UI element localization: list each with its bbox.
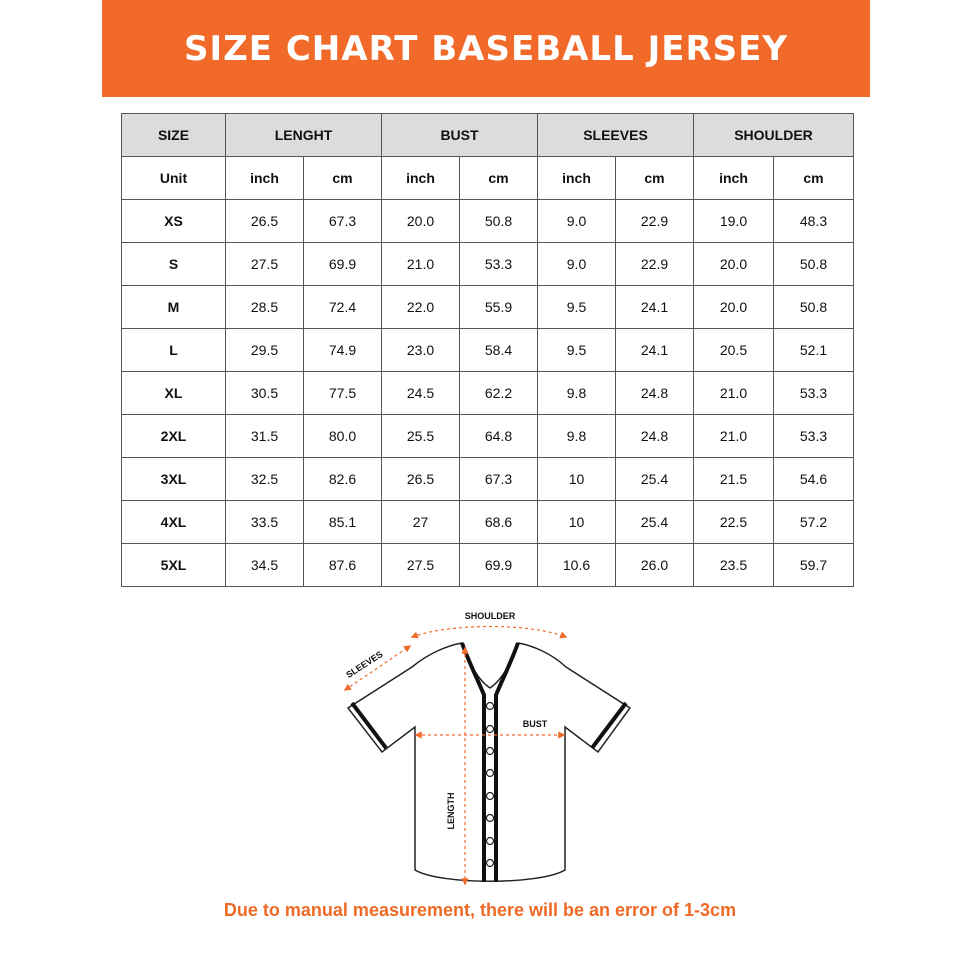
- header-size: SIZE: [122, 114, 226, 157]
- measurement-cell: 50.8: [460, 200, 538, 243]
- measurement-cell: 27.5: [382, 544, 460, 587]
- length-label: LENGTH: [446, 792, 456, 830]
- measurement-cell: 20.0: [694, 243, 774, 286]
- measurement-cell: 62.2: [460, 372, 538, 415]
- measurement-cell: 27.5: [226, 243, 304, 286]
- size-cell: M: [122, 286, 226, 329]
- measurement-cell: 27: [382, 501, 460, 544]
- size-cell: 2XL: [122, 415, 226, 458]
- measurement-cell: 25.4: [616, 458, 694, 501]
- unit-cell: inch: [538, 157, 616, 200]
- unit-cell: inch: [226, 157, 304, 200]
- measurement-cell: 68.6: [460, 501, 538, 544]
- size-cell: 5XL: [122, 544, 226, 587]
- measurement-cell: 9.8: [538, 372, 616, 415]
- size-cell: S: [122, 243, 226, 286]
- measurement-cell: 23.0: [382, 329, 460, 372]
- header-shoulder: SHOULDER: [694, 114, 854, 157]
- measurement-cell: 52.1: [774, 329, 854, 372]
- measurement-cell: 69.9: [304, 243, 382, 286]
- measurement-cell: 74.9: [304, 329, 382, 372]
- measurement-cell: 53.3: [774, 372, 854, 415]
- measurement-cell: 50.8: [774, 286, 854, 329]
- button-icon: [487, 815, 494, 822]
- shoulder-arrow: [412, 627, 566, 638]
- unit-cell: cm: [304, 157, 382, 200]
- title-banner: [102, 0, 870, 97]
- measurement-cell: 53.3: [460, 243, 538, 286]
- measurement-cell: 58.4: [460, 329, 538, 372]
- table-unit-row: [122, 157, 854, 200]
- table-row: [122, 200, 854, 243]
- measurement-cell: 10: [538, 458, 616, 501]
- unit-cell: inch: [694, 157, 774, 200]
- measurement-cell: 20.0: [382, 200, 460, 243]
- measurement-cell: 28.5: [226, 286, 304, 329]
- size-cell: 3XL: [122, 458, 226, 501]
- unit-cell: cm: [616, 157, 694, 200]
- measurement-cell: 24.1: [616, 286, 694, 329]
- measurement-note: Due to manual measurement, there will be an error of 1-3cm: [223, 900, 737, 920]
- measurement-cell: 30.5: [226, 372, 304, 415]
- measurement-cell: 26.0: [616, 544, 694, 587]
- measurement-cell: 20.5: [694, 329, 774, 372]
- measurement-cell: 29.5: [226, 329, 304, 372]
- table-row: [122, 286, 854, 329]
- measurement-cell: 9.0: [538, 200, 616, 243]
- measurement-cell: 21.0: [382, 243, 460, 286]
- jersey-outline: [348, 643, 630, 881]
- measurement-cell: 25.5: [382, 415, 460, 458]
- unit-cell: inch: [382, 157, 460, 200]
- measurement-cell: 82.6: [304, 458, 382, 501]
- unit-label: Unit: [122, 157, 226, 200]
- measurement-cell: 9.8: [538, 415, 616, 458]
- measurement-cell: 54.6: [774, 458, 854, 501]
- measurement-cell: 9.5: [538, 329, 616, 372]
- measurement-cell: 21.0: [694, 372, 774, 415]
- header-length: LENGHT: [226, 114, 382, 157]
- measurement-cell: 64.8: [460, 415, 538, 458]
- measurement-cell: 67.3: [460, 458, 538, 501]
- measurement-cell: 34.5: [226, 544, 304, 587]
- measurement-cell: 26.5: [226, 200, 304, 243]
- measurement-cell: 9.0: [538, 243, 616, 286]
- page-title: SIZE CHART BASEBALL JERSEY: [184, 28, 788, 69]
- measurement-cell: 33.5: [226, 501, 304, 544]
- measurement-cell: 57.2: [774, 501, 854, 544]
- size-cell: 4XL: [122, 501, 226, 544]
- header-sleeves: SLEEVES: [538, 114, 694, 157]
- measurement-cell: 20.0: [694, 286, 774, 329]
- table-row: [122, 329, 854, 372]
- measurement-cell: 59.7: [774, 544, 854, 587]
- bust-label: BUST: [522, 719, 548, 729]
- header-bust: BUST: [382, 114, 538, 157]
- measurement-cell: 67.3: [304, 200, 382, 243]
- button-icon: [487, 726, 494, 733]
- measurement-cell: 80.0: [304, 415, 382, 458]
- measurement-cell: 22.9: [616, 200, 694, 243]
- measurement-cell: 26.5: [382, 458, 460, 501]
- button-icon: [487, 838, 494, 845]
- measurement-cell: 22.5: [694, 501, 774, 544]
- button-icon: [487, 770, 494, 777]
- measurement-cell: 24.8: [616, 372, 694, 415]
- table-row: [122, 544, 854, 587]
- size-table: [121, 113, 854, 587]
- measurement-cell: 24.8: [616, 415, 694, 458]
- measurement-cell: 10: [538, 501, 616, 544]
- shoulder-label: SHOULDER: [464, 611, 516, 621]
- size-cell: L: [122, 329, 226, 372]
- measurement-cell: 22.9: [616, 243, 694, 286]
- measurement-cell: 55.9: [460, 286, 538, 329]
- table-header-row: [122, 114, 854, 157]
- measurement-cell: 19.0: [694, 200, 774, 243]
- table-row: [122, 501, 854, 544]
- table-body: [122, 200, 854, 587]
- measurement-cell: 24.1: [616, 329, 694, 372]
- measurement-cell: 9.5: [538, 286, 616, 329]
- measurement-cell: 85.1: [304, 501, 382, 544]
- button-icon: [487, 748, 494, 755]
- measurement-cell: 72.4: [304, 286, 382, 329]
- button-icon: [487, 703, 494, 710]
- table-row: [122, 458, 854, 501]
- size-cell: XS: [122, 200, 226, 243]
- measurement-cell: 21.5: [694, 458, 774, 501]
- measurement-cell: 50.8: [774, 243, 854, 286]
- measurement-cell: 10.6: [538, 544, 616, 587]
- measurement-cell: 77.5: [304, 372, 382, 415]
- measurement-cell: 21.0: [694, 415, 774, 458]
- jersey-diagram: [330, 600, 640, 895]
- measurement-cell: 48.3: [774, 200, 854, 243]
- measurement-cell: 69.9: [460, 544, 538, 587]
- measurement-cell: 24.5: [382, 372, 460, 415]
- measurement-cell: 23.5: [694, 544, 774, 587]
- unit-cell: cm: [774, 157, 854, 200]
- sleeves-label: SLEEVES: [344, 648, 385, 680]
- measurement-cell: 31.5: [226, 415, 304, 458]
- size-cell: XL: [122, 372, 226, 415]
- measurement-cell: 25.4: [616, 501, 694, 544]
- table-row: [122, 372, 854, 415]
- measurement-cell: 32.5: [226, 458, 304, 501]
- measurement-cell: 22.0: [382, 286, 460, 329]
- measurement-cell: 53.3: [774, 415, 854, 458]
- unit-cell: cm: [460, 157, 538, 200]
- button-icon: [487, 793, 494, 800]
- measurement-cell: 87.6: [304, 544, 382, 587]
- table-row: [122, 415, 854, 458]
- table-row: [122, 243, 854, 286]
- button-icon: [487, 860, 494, 867]
